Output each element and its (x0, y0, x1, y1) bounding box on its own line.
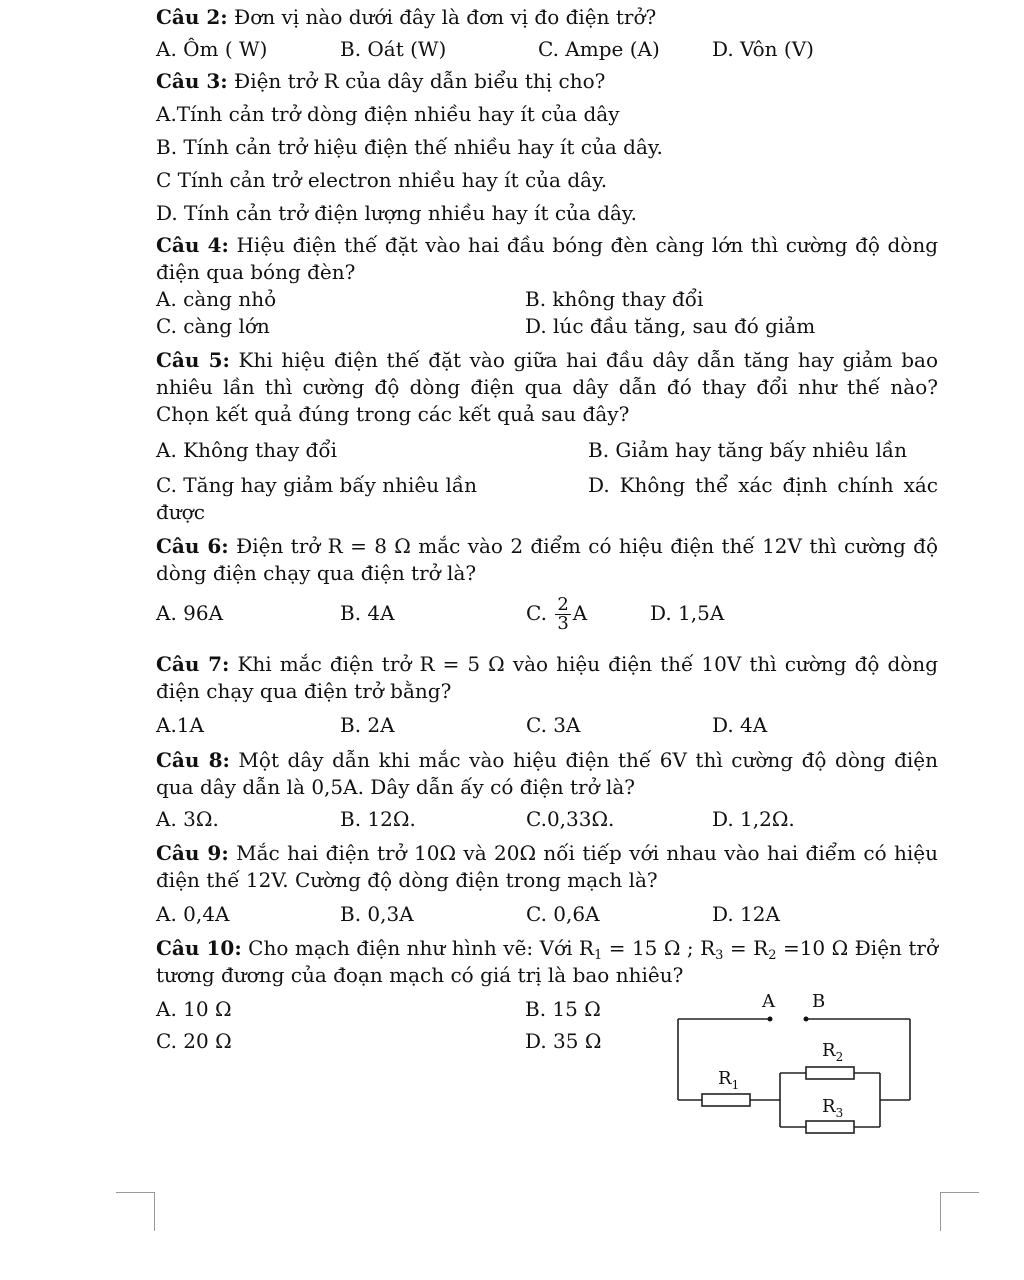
q8-option-b: B. 12Ω. (340, 807, 416, 831)
question-8-line-2: qua dây dẫn là 0,5A. Dây dẫn ấy có điện trở là? (156, 775, 636, 799)
question-8-label: Câu 8: (156, 748, 230, 772)
q4-option-a: A. càng nhỏ (156, 287, 277, 311)
resistor-r1 (702, 1094, 750, 1106)
q8-option-d: D. 1,2Ω. (712, 807, 795, 831)
question-4-line-1: Câu 4: Hiệu điện thế đặt vào hai đầu bóng đèn càng lớn thì cường độ dòng (156, 233, 939, 257)
q3-option-c: C Tính cản trở electron nhiều hay ít của dây. (156, 168, 608, 192)
question-8-line-1: Câu 8: Một dây dẫn khi mắc vào hiệu điện thế 6V thì cường độ dòng điện (156, 748, 939, 772)
q6-option-b: B. 4A (340, 601, 395, 625)
label-b: B (812, 991, 826, 1012)
q4-option-b: B. không thay đổi (525, 287, 704, 311)
q6-option-a: A. 96A (156, 601, 224, 625)
q5-option-a: A. Không thay đổi (156, 438, 337, 462)
question-10-line-1: Câu 10: Cho mạch điện như hình vẽ: Với $R_1 = 15$ Ω ; $R_3 = R_2 =10$ Ω Điện trở (156, 936, 939, 963)
q8-option-c: C.0,33Ω. (526, 807, 615, 831)
crop-mark-right (940, 1192, 979, 1231)
question-10-line-2: tương đương của đoạn mạch có giá trị là bao nhiêu? (156, 963, 684, 987)
question-10-label: Câu 10: (156, 936, 242, 960)
crop-mark-left (116, 1192, 155, 1231)
question-2-text: Đơn vị nào dưới đây là đơn vị đo điện trở? (234, 5, 657, 29)
q3-option-d: D. Tính cản trở điện lượng nhiều hay ít của dây. (156, 201, 637, 225)
question-3-text: Điện trở R của dây dẫn biểu thị cho? (234, 69, 606, 93)
q7-option-a: A.1A (156, 713, 204, 737)
question-5-line-3: Chọn kết quả đúng trong các kết quả sau đây? (156, 402, 630, 426)
q2-option-a: A. Ôm ( W) (156, 37, 268, 61)
q2-option-c: C. Ampe (A) (538, 37, 660, 61)
question-2 (156, 4, 656, 30)
q2-option-d: D. Vôn (V) (712, 37, 814, 61)
question-4-line-2: điện qua bóng đèn? (156, 260, 356, 284)
q3-option-b: B. Tính cản trở hiệu điện thế nhiều hay ít của dây. (156, 135, 663, 159)
label-a: A (762, 991, 775, 1012)
question-3 (156, 68, 605, 94)
question-4-label: Câu 4: (156, 233, 229, 257)
question-7-label: Câu 7: (156, 652, 230, 676)
q5-option-c: C. Tăng hay giảm bấy nhiêu lần (156, 473, 477, 497)
q10-option-d: D. 35 Ω (525, 1029, 602, 1053)
question-7-line-1: Câu 7: Khi mắc điện trở R = 5 Ω vào hiệu điện thế 10V thì cường độ dòng (156, 652, 938, 676)
label-r2: $R_2$ (822, 1040, 844, 1064)
q5-option-b: B. Giảm hay tăng bấy nhiêu lần (588, 438, 907, 462)
question-9-line-1: Câu 9: Mắc hai điện trở 10Ω và 20Ω nối tiếp với nhau vào hai điểm có hiệu (156, 841, 939, 865)
label-r3: $R_3$ (822, 1096, 844, 1120)
terminal-b (804, 1017, 809, 1022)
question-2-label: Câu 2: (156, 5, 228, 29)
q7-option-c: C. 3A (526, 713, 581, 737)
q7-option-b: B. 2A (340, 713, 395, 737)
question-5-label: Câu 5: (156, 348, 230, 372)
q10-option-a: A. 10 Ω (156, 997, 232, 1021)
question-5-line-1: Câu 5: Khi hiệu điện thế đặt vào giữa hai đầu dây dẫn tăng hay giảm bao (156, 348, 938, 372)
q9-option-b: B. 0,3A (340, 902, 414, 926)
question-9-line-2: điện thế 12V. Cường độ dòng điện trong mạch là? (156, 868, 658, 892)
question-5-line-2: nhiêu lần thì cường độ dòng điện qua dây dẫn đó thay đổi như thế nào? (156, 375, 938, 399)
question-3-label: Câu 3: (156, 69, 228, 93)
circuit-diagram (670, 985, 930, 1135)
q9-option-a: A. 0,4A (156, 902, 230, 926)
question-9-label: Câu 9: (156, 841, 229, 865)
label-r1: $R_1$ (718, 1068, 740, 1092)
q4-option-d: D. lúc đầu tăng, sau đó giảm (525, 314, 816, 338)
question-6-label: Câu 6: (156, 534, 229, 558)
q9-option-c: C. 0,6A (526, 902, 600, 926)
q2-option-b: B. Oát (W) (340, 37, 447, 61)
fraction-two-thirds: $\frac{2}{3}$ (557, 594, 569, 634)
q10-option-b: B. 15 Ω (525, 997, 601, 1021)
q7-option-d: D. 4A (712, 713, 768, 737)
resistor-r2 (806, 1067, 854, 1079)
q8-option-a: A. 3Ω. (156, 807, 219, 831)
q9-option-d: D. 12A (712, 902, 780, 926)
question-7-line-2: điện chạy qua điện trở bằng? (156, 679, 452, 703)
q6-option-c: C. $\frac{2}{3}$ A (526, 594, 588, 634)
terminal-a (768, 1017, 773, 1022)
q3-option-a: A.Tính cản trở dòng điện nhiều hay ít của dây (156, 102, 620, 126)
question-6-line-1: Câu 6: Điện trở R = 8 Ω mắc vào 2 điểm có hiệu điện thế 12V thì cường độ (156, 534, 939, 558)
q5-option-d-continued: được (156, 500, 205, 524)
question-6-line-2: dòng điện chạy qua điện trở là? (156, 561, 477, 585)
resistor-r3 (806, 1121, 854, 1133)
q6-option-d: D. 1,5A (650, 601, 725, 625)
q10-option-c: C. 20 Ω (156, 1029, 232, 1053)
q4-option-c: C. càng lớn (156, 314, 270, 338)
q5-option-d: D. Không thể xác định chính xác (588, 473, 938, 497)
